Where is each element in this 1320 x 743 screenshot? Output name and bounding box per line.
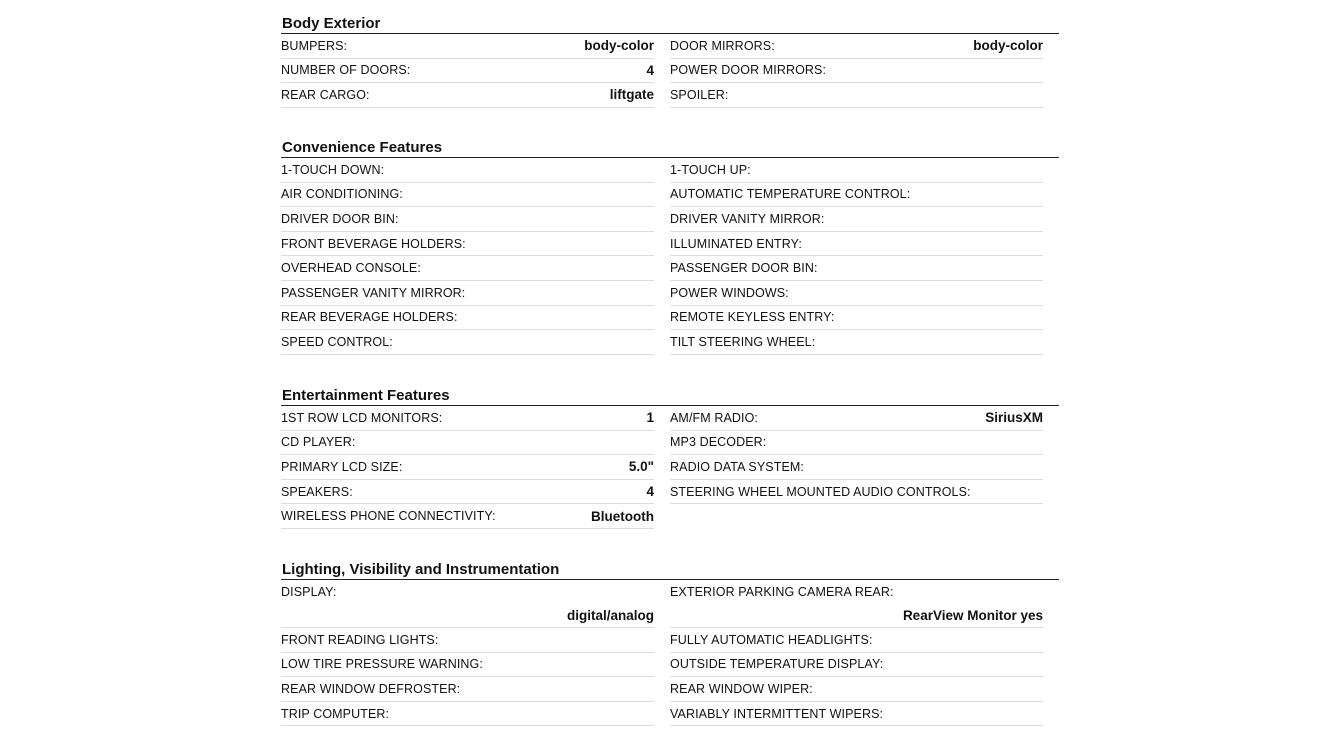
spec-row	[281, 59, 654, 84]
spec-label: PASSENGER VANITY MIRROR:	[281, 285, 466, 300]
spec-value: 5.0"	[628, 459, 654, 475]
section-title: Convenience Features	[281, 137, 1059, 158]
spec-row	[281, 580, 654, 628]
spec-label: TRIP COMPUTER:	[281, 706, 390, 721]
spec-label: MP3 DECODER:	[670, 435, 767, 450]
left-column	[281, 34, 654, 108]
spec-row	[670, 431, 1043, 456]
left-column	[281, 580, 654, 726]
spec-label: CD PLAYER:	[281, 435, 356, 450]
spec-row	[670, 406, 1043, 431]
spec-label: DRIVER DOOR BIN:	[281, 211, 399, 226]
spec-label: PASSENGER DOOR BIN:	[670, 261, 818, 276]
spec-label: DRIVER VANITY MIRROR:	[670, 211, 825, 226]
spec-label: AUTOMATIC TEMPERATURE CONTROL:	[670, 187, 911, 202]
spec-value: RearView Monitor yes	[902, 607, 1043, 623]
spec-label: EXTERIOR PARKING CAMERA REAR:	[670, 584, 894, 599]
spec-label: DOOR MIRRORS:	[670, 38, 775, 53]
spec-row	[281, 406, 654, 431]
spec-row	[281, 628, 654, 653]
spec-label: PRIMARY LCD SIZE:	[281, 459, 403, 474]
spec-label: RADIO DATA SYSTEM:	[670, 459, 804, 474]
spec-label: SPEED CONTROL:	[281, 334, 393, 349]
section-title: Lighting, Visibility and Instrumentation	[281, 559, 1059, 580]
spec-label: STEERING WHEEL MOUNTED AUDIO CONTROLS:	[670, 484, 971, 499]
spec-label: REAR WINDOW DEFROSTER:	[281, 681, 461, 696]
spec-row	[281, 480, 654, 505]
spec-label: SPEAKERS:	[281, 484, 353, 499]
spec-row	[670, 455, 1043, 480]
spec-value: body-color	[973, 38, 1043, 54]
spec-value: SiriusXM	[985, 410, 1043, 426]
spec-row	[670, 207, 1043, 232]
spec-label: VARIABLY INTERMITTENT WIPERS:	[670, 706, 884, 721]
spec-row	[281, 281, 654, 306]
spec-row	[670, 34, 1043, 59]
spec-label: REAR WINDOW WIPER:	[670, 681, 813, 696]
section-body-exterior	[281, 13, 1059, 108]
spec-label: FRONT BEVERAGE HOLDERS:	[281, 236, 466, 251]
spec-row	[281, 455, 654, 480]
section-lighting-visibility-instrumentation	[281, 559, 1059, 726]
spec-label: POWER DOOR MIRRORS:	[670, 63, 827, 78]
spec-value: 4	[646, 484, 654, 500]
spec-label: DISPLAY:	[281, 584, 337, 599]
spec-label: FULLY AUTOMATIC HEADLIGHTS:	[670, 632, 873, 647]
spec-row	[281, 306, 654, 331]
spec-value: 4	[646, 62, 654, 78]
spec-row	[281, 34, 654, 59]
spec-row	[281, 83, 654, 108]
spec-label: TILT STEERING WHEEL:	[670, 334, 816, 349]
spec-label: REMOTE KEYLESS ENTRY:	[670, 310, 835, 325]
spec-value: Bluetooth	[591, 508, 654, 524]
spec-label: 1-TOUCH UP:	[670, 162, 751, 177]
spec-label: NUMBER OF DOORS:	[281, 63, 411, 78]
spec-label: REAR BEVERAGE HOLDERS:	[281, 310, 458, 325]
spec-label: 1-TOUCH DOWN:	[281, 162, 385, 177]
spec-label: ILLUMINATED ENTRY:	[670, 236, 802, 251]
spec-label: AIR CONDITIONING:	[281, 187, 403, 202]
spec-label: AM/FM RADIO:	[670, 410, 759, 425]
spec-label: WIRELESS PHONE CONNECTIVITY:	[281, 509, 496, 524]
section-title: Body Exterior	[281, 13, 1059, 34]
spec-row	[281, 232, 654, 257]
right-column	[670, 406, 1043, 529]
left-column	[281, 406, 654, 529]
spec-row	[670, 653, 1043, 678]
right-column	[670, 580, 1043, 726]
right-column	[670, 158, 1043, 355]
spec-row	[670, 580, 1043, 628]
section-convenience-features	[281, 137, 1059, 355]
spec-row	[670, 702, 1043, 727]
spec-row	[281, 207, 654, 232]
spec-row	[670, 59, 1043, 84]
section-title: Entertainment Features	[281, 385, 1059, 406]
spec-label: OVERHEAD CONSOLE:	[281, 261, 421, 276]
spec-row	[670, 183, 1043, 208]
section-entertainment-features	[281, 385, 1059, 529]
spec-row	[670, 281, 1043, 306]
right-column	[670, 34, 1043, 108]
spec-row	[670, 628, 1043, 653]
spec-label: 1ST ROW LCD MONITORS:	[281, 410, 443, 425]
spec-value: 1	[646, 410, 654, 426]
left-column	[281, 158, 654, 355]
spec-value: body-color	[584, 38, 654, 54]
spec-label: BUMPERS:	[281, 38, 348, 53]
spec-row	[281, 256, 654, 281]
spec-row	[281, 677, 654, 702]
spec-row	[670, 232, 1043, 257]
spec-label: FRONT READING LIGHTS:	[281, 632, 439, 647]
spec-row	[670, 677, 1043, 702]
spec-label: REAR CARGO:	[281, 87, 370, 102]
spec-row	[670, 256, 1043, 281]
spec-label: POWER WINDOWS:	[670, 285, 789, 300]
spec-label: LOW TIRE PRESSURE WARNING:	[281, 657, 483, 672]
spec-row	[281, 504, 654, 529]
spec-row	[670, 330, 1043, 355]
spec-value: digital/analog	[566, 607, 654, 623]
spec-row	[281, 183, 654, 208]
spec-value: liftgate	[609, 87, 654, 103]
spec-row	[281, 431, 654, 456]
spec-row	[281, 158, 654, 183]
spec-row	[670, 83, 1043, 108]
spec-row	[281, 702, 654, 727]
spec-row	[670, 306, 1043, 331]
spec-row	[281, 330, 654, 355]
spec-row	[670, 158, 1043, 183]
spec-label: OUTSIDE TEMPERATURE DISPLAY:	[670, 657, 884, 672]
spec-row	[670, 480, 1043, 505]
spec-row	[281, 653, 654, 678]
spec-label: SPOILER:	[670, 87, 729, 102]
